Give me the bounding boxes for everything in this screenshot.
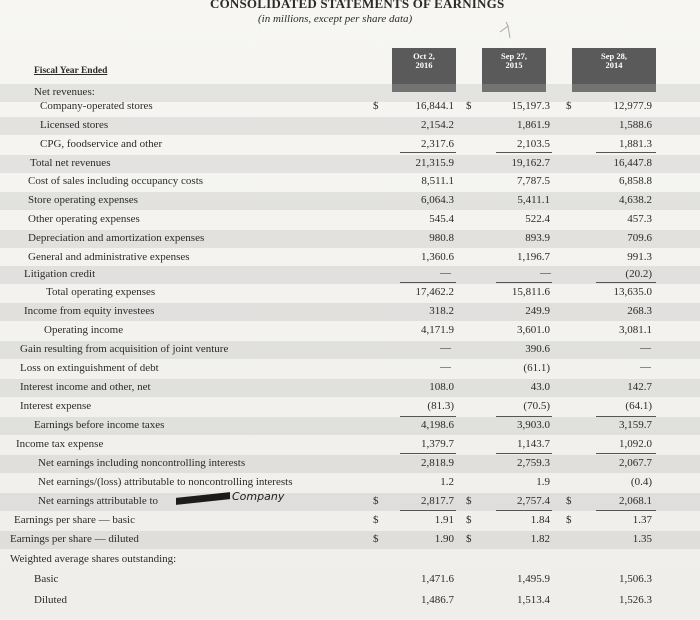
- table-row: [0, 379, 700, 397]
- table-row: [0, 571, 700, 589]
- cell-value: 457.3: [627, 213, 652, 225]
- row-label: General and administrative expenses: [28, 251, 190, 263]
- currency-symbol: $: [566, 514, 572, 526]
- row-label: Cost of sales including occupancy costs: [28, 175, 204, 187]
- cell-value: 1,526.3: [619, 594, 652, 606]
- table-row: [0, 249, 700, 267]
- currency-symbol: $: [373, 533, 379, 545]
- cell-value: 4,171.9: [421, 324, 454, 336]
- cell-value: 1.9: [536, 476, 550, 488]
- table-row: [0, 531, 700, 549]
- table-row: [0, 592, 700, 610]
- cell-value: 15,197.3: [511, 100, 550, 112]
- cell-value: 1,471.6: [421, 573, 454, 585]
- row-label: Litigation credit: [24, 268, 96, 280]
- cell-value: 2,757.4: [517, 495, 550, 507]
- row-label: Net revenues:: [34, 86, 95, 98]
- cell-value: 709.6: [627, 232, 652, 244]
- row-label: Income tax expense: [16, 438, 104, 450]
- cell-value: 4,198.6: [421, 419, 454, 431]
- cell-value: 390.6: [525, 343, 550, 355]
- cell-value: 991.3: [627, 251, 652, 263]
- cell-value: 13,635.0: [613, 286, 652, 298]
- cell-value: 21,315.9: [415, 157, 454, 169]
- statement-title: CONSOLIDATED STATEMENTS OF EARNINGS: [210, 0, 505, 11]
- table-row: [0, 98, 700, 116]
- table-row: [0, 493, 700, 511]
- currency-symbol: $: [466, 533, 472, 545]
- table-row: [0, 360, 700, 378]
- cell-value: (64.1): [625, 400, 652, 412]
- cell-value: (61.1): [523, 362, 550, 374]
- column-header-2016: Oct 2, 2016: [392, 48, 456, 92]
- cell-value: 1.84: [530, 514, 550, 526]
- total-rule: [400, 416, 456, 417]
- cell-value: 1,861.9: [517, 119, 550, 131]
- cell-value: 2,103.5: [517, 138, 550, 150]
- currency-symbol: $: [566, 100, 572, 112]
- total-rule: [496, 282, 552, 283]
- cell-value: 318.2: [429, 305, 454, 317]
- table-row: [0, 136, 700, 154]
- row-label: Interest expense: [20, 400, 92, 412]
- cell-value: 15,811.6: [511, 286, 550, 298]
- cell-value: 16,844.1: [415, 100, 454, 112]
- cell-value: 3,081.1: [619, 324, 652, 336]
- cell-value: 4,638.2: [619, 194, 652, 206]
- table-row: [0, 474, 700, 492]
- empty-dash: —: [440, 361, 451, 373]
- row-label: Company-operated stores: [40, 100, 153, 112]
- table-row: [0, 284, 700, 302]
- empty-dash: —: [640, 342, 651, 354]
- table-row: [0, 266, 700, 284]
- cell-value: (0.4): [630, 476, 652, 488]
- table-row: [0, 455, 700, 473]
- currency-symbol: $: [466, 100, 472, 112]
- total-rule: [596, 152, 656, 153]
- cell-value: 7,787.5: [517, 175, 550, 187]
- total-rule: [496, 510, 552, 511]
- row-label: Net earnings attributable to: [38, 495, 159, 507]
- cell-value: 17,462.2: [415, 286, 454, 298]
- total-rule: [400, 282, 456, 283]
- cell-value: 1.82: [530, 533, 550, 545]
- cell-value: 16,447.8: [613, 157, 652, 169]
- cell-value: 1,092.0: [619, 438, 652, 450]
- cell-value: 1.91: [434, 514, 454, 526]
- row-label: Depreciation and amortization expenses: [28, 232, 205, 244]
- pen-mark-icon: [496, 18, 520, 42]
- column-header-2014: Sep 28, 2014: [572, 48, 656, 92]
- currency-symbol: $: [466, 495, 472, 507]
- statement-subtitle: (in millions, except per share data): [258, 13, 413, 25]
- cell-value: 2,068.1: [619, 495, 652, 507]
- cell-value: 6,858.8: [619, 175, 652, 187]
- total-rule: [400, 510, 456, 511]
- cell-value: 1,196.7: [517, 251, 550, 263]
- table-row: [0, 155, 700, 173]
- total-rule: [596, 453, 656, 454]
- total-rule: [596, 510, 656, 511]
- fiscal-year-label: Fiscal Year Ended: [34, 66, 108, 76]
- table-row: [0, 417, 700, 435]
- cell-value: 893.9: [525, 232, 550, 244]
- cell-value: 1,495.9: [517, 573, 550, 585]
- total-rule: [496, 453, 552, 454]
- cell-value: 12,977.9: [613, 100, 652, 112]
- row-label: Licensed stores: [40, 119, 109, 131]
- cell-value: 980.8: [429, 232, 454, 244]
- cell-value: 2,818.9: [421, 457, 454, 469]
- row-label: Income from equity investees: [24, 305, 155, 317]
- row-label: Earnings before income taxes: [34, 419, 165, 431]
- row-label: Earnings per share — basic: [14, 514, 135, 526]
- empty-dash: —: [540, 267, 551, 279]
- cell-value: 522.4: [525, 213, 550, 225]
- row-label: Total operating expenses: [46, 286, 156, 298]
- total-rule: [596, 416, 656, 417]
- row-label: Net earnings including noncontrolling interests: [38, 457, 246, 469]
- currency-symbol: $: [373, 100, 379, 112]
- cell-value: 108.0: [429, 381, 454, 393]
- column-header-2015: Sep 27, 2015: [482, 48, 546, 92]
- cell-value: 2,154.2: [421, 119, 454, 131]
- currency-symbol: $: [466, 514, 472, 526]
- empty-dash: —: [440, 342, 451, 354]
- table-row: [0, 512, 700, 530]
- cell-value: 142.7: [627, 381, 652, 393]
- cell-value: 6,064.3: [421, 194, 454, 206]
- table-row: [0, 173, 700, 191]
- total-rule: [400, 453, 456, 454]
- cell-value: 1.37: [632, 514, 652, 526]
- table-row: [0, 303, 700, 321]
- cell-value: 1,513.4: [517, 594, 550, 606]
- cell-value: 1,506.3: [619, 573, 652, 585]
- table-row: [0, 436, 700, 454]
- cell-value: 5,411.1: [517, 194, 550, 206]
- total-rule: [596, 282, 656, 283]
- row-label: Interest income and other, net: [20, 381, 151, 393]
- cell-value: (70.5): [523, 400, 550, 412]
- table-row: [0, 551, 700, 569]
- cell-value: 8,511.1: [421, 175, 454, 187]
- row-label: Net earnings/(loss) attributable to noncontrolling interests: [38, 476, 293, 488]
- table-row: [0, 192, 700, 210]
- cell-value: 2,317.6: [421, 138, 454, 150]
- table-row: [0, 322, 700, 340]
- row-label: Operating income: [44, 324, 124, 336]
- table-row: [0, 211, 700, 229]
- row-label: Total net revenues: [30, 157, 111, 169]
- table-row: [0, 341, 700, 359]
- cell-value: 19,162.7: [511, 157, 550, 169]
- row-label: Earnings per share — diluted: [10, 533, 139, 545]
- total-rule: [496, 152, 552, 153]
- cell-value: 1,486.7: [421, 594, 454, 606]
- cell-value: 3,903.0: [517, 419, 550, 431]
- cell-value: 1,379.7: [421, 438, 454, 450]
- cell-value: 1,881.3: [619, 138, 652, 150]
- cell-value: 43.0: [530, 381, 550, 393]
- row-label: Gain resulting from acquisition of joint venture: [20, 343, 229, 355]
- currency-symbol: $: [373, 495, 379, 507]
- handwritten-note: Company: [232, 490, 285, 503]
- cell-value: 1,143.7: [517, 438, 550, 450]
- cell-value: 268.3: [627, 305, 652, 317]
- total-rule: [400, 152, 456, 153]
- cell-value: 1.90: [434, 533, 454, 545]
- cell-value: 2,759.3: [517, 457, 550, 469]
- cell-value: 2,067.7: [619, 457, 652, 469]
- empty-dash: —: [440, 267, 451, 279]
- row-label: Store operating expenses: [28, 194, 138, 206]
- cell-value: (20.2): [625, 268, 652, 280]
- cell-value: 1,588.6: [619, 119, 652, 131]
- table-row: [0, 398, 700, 416]
- table-row: [0, 230, 700, 248]
- row-label: CPG, foodservice and other: [40, 138, 163, 150]
- cell-value: (81.3): [427, 400, 454, 412]
- row-label: Diluted: [34, 594, 67, 606]
- empty-dash: —: [640, 361, 651, 373]
- cell-value: 3,159.7: [619, 419, 652, 431]
- cell-value: 545.4: [429, 213, 454, 225]
- total-rule: [496, 416, 552, 417]
- row-label: Weighted average shares outstanding:: [10, 553, 177, 565]
- currency-symbol: $: [373, 514, 379, 526]
- cell-value: 3,601.0: [517, 324, 550, 336]
- table-row: [0, 117, 700, 135]
- cell-value: 1.35: [632, 533, 652, 545]
- row-label: Loss on extinguishment of debt: [20, 362, 159, 374]
- cell-value: 2,817.7: [421, 495, 454, 507]
- row-label: Basic: [34, 573, 59, 585]
- cell-value: 1,360.6: [421, 251, 454, 263]
- cell-value: 1.2: [440, 476, 454, 488]
- cell-value: 249.9: [525, 305, 550, 317]
- row-label: Other operating expenses: [28, 213, 140, 225]
- currency-symbol: $: [566, 495, 572, 507]
